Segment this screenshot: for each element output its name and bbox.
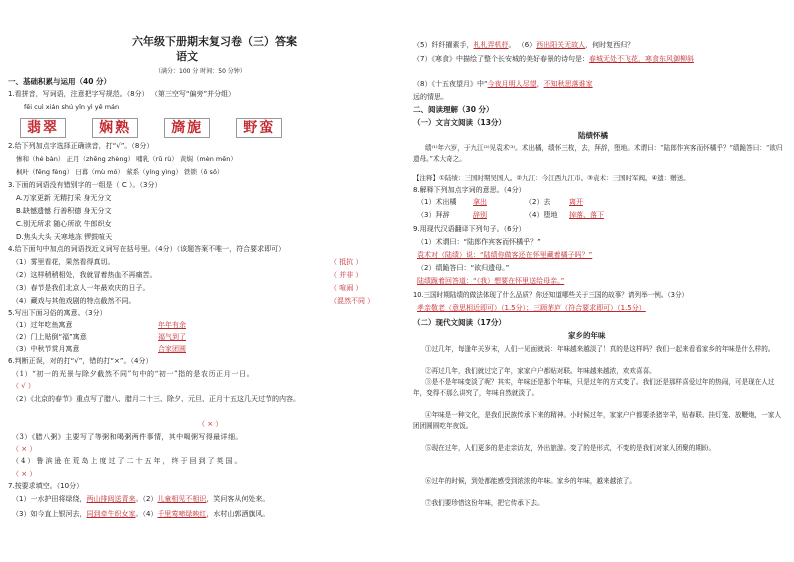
q6-statement: （1）“初一的光景与除夕截然不同”句中的“初一”指的是农历正月一日。 — [12, 370, 255, 378]
q7-mid: 。（2） — [135, 495, 158, 503]
q7-row — [12, 510, 269, 519]
essay-paragraph: ⑤现在过年，人们更多的是走亲访友，外出旅游。变了的是形式，不变的是我们对家人团聚的期盼。 — [425, 444, 716, 452]
q7-answer: 儿童相见不相识 — [157, 495, 207, 503]
q8-row-answer: 拿出 — [473, 198, 487, 206]
q7-mid: 。（4） — [135, 510, 158, 518]
q8-row-answer: 辞别 — [473, 211, 487, 219]
q5-row-answer: 年年有余 — [158, 321, 186, 329]
q5-row-answer: 合家团圆 — [158, 345, 186, 353]
passage-notes: 【注释】①陆绩：三国时期吴国人。②九江：今江西九江市。③袁术：三国时军阀。④遗：赠送。 — [413, 174, 690, 182]
q3-option: D.焦头大头 天寒地冻 锣鼓喧天 — [16, 233, 113, 241]
q6-mark: （ × ） — [198, 420, 223, 428]
q7-suffix: 远的情思。 — [413, 93, 448, 101]
q7-prefix: （5）纤纤擢素手， — [413, 41, 474, 49]
q7-answer: 札札弄机杼 — [473, 41, 509, 49]
q7-suffix: ，笑问客从何处来。 — [206, 495, 270, 503]
q4-row-text: （2）这样稍稍相处，我就冒着热血不再痛苦。 — [12, 271, 157, 279]
page-title: 六年级下册期末复习卷（三）答案 — [132, 35, 297, 48]
q4-row-text: （4）藏戏与其他戏剧的特点截然不同。 — [12, 297, 136, 305]
q7-answer: 千里莺啼绿映红 — [157, 510, 207, 518]
q3-option: B.缺憾遗憾 行善积德 身无分文 — [16, 207, 112, 215]
q5-row-answer: 福气到了 — [158, 333, 186, 341]
essay-paragraph: ③是不是年味变淡了呢？其实，年味还是那个年味，只是过年的方式变了。我们还是那样喜爱过年的热闹，可是现在人过年，变得不那么讲究了，年味自然就淡了。 — [413, 378, 775, 397]
q7-suffix: ，何时复西归？ — [585, 41, 635, 49]
q7-prefix: （8）《十五夜望月》中“ — [413, 80, 488, 88]
q7-answer: 同到牵牛织女家 — [86, 510, 136, 518]
q2-row: 枫叶（fēng fèng） 日暮（mù mó） 萦系（yíng yìng） 铁锁（ǒ sǒ） — [16, 168, 224, 176]
q7-row — [413, 55, 694, 64]
q7-row — [413, 80, 593, 89]
essay-paragraph: ⑦我们要珍惜这份年味，把它传承下去。 — [425, 499, 544, 507]
question-6: 6.判断正误，对的打“√”，错的打“×”。（4分） — [8, 357, 153, 365]
q4-row-answer: （ 并非 ） — [330, 271, 363, 279]
q7-answer: 今夜月明人尽望 — [487, 80, 537, 88]
q2-row: 惨和（hé bàn） 正月（zhēng zhèng） 哺乳（rǔ rù） 黄焖（mèn mēn） — [16, 155, 237, 163]
essay-paragraph: ⑥过年的时候，到处都能感受到浓浓的年味。家乡的年味，越来越浓了。 — [425, 477, 636, 485]
question-9: 9.用现代汉语翻译下列句子。（6分） — [413, 225, 526, 233]
page-meta: （满分：100 分 时间：50 分钟） — [155, 68, 246, 75]
q6-mark: （ √ ） — [12, 382, 35, 390]
question-10: 10.三国时期陆绩的做法体现了什么品质？你还知道哪些关于三国的故事？请列举一例。（3分） — [413, 291, 689, 299]
q8-row-text: （2）去 — [525, 198, 551, 206]
tile-answer: 娴熟 — [92, 118, 138, 138]
q8-row-text: （4）堕地 — [525, 211, 558, 219]
question-2: 2.给下列加点字选择正确读音，打“√”。（8分） — [8, 142, 154, 150]
q8-row-text: （3）拜辞 — [417, 211, 450, 219]
q3-option: A.万家更新 无精打采 身无分文 — [16, 194, 112, 202]
q7-answer: 两山排闼送青来 — [86, 495, 136, 503]
q7-mid: ， — [536, 80, 544, 88]
q7-row — [12, 495, 269, 504]
q4-row-answer: （ 喧闹 ） — [330, 284, 363, 292]
q7-row — [413, 41, 634, 50]
answer-tiles — [20, 117, 292, 138]
q7-mid: 。 （6） — [508, 41, 537, 49]
q6-mark: （ × ） — [12, 470, 37, 478]
question-1: 1.看拼音，写词语，注意把字写规范。（8分） （第三空写“偏旁”并分组） — [8, 90, 236, 98]
q5-row-text: （1）过年吃鱼寓意 — [12, 321, 73, 329]
q6-mark: （ × ） — [12, 445, 37, 453]
q8-row-answer: 掉落、落下 — [569, 211, 604, 219]
q4-row-text: （3）春节是我们北京人一年最欢庆的日子。 — [12, 284, 150, 292]
q7-prefix: （7）《寒食》中描绘了整个长安城的美好春景的诗句是： — [413, 55, 589, 63]
q3-option: C.别无所求 随心所欲 牛郎织女 — [16, 220, 112, 228]
q4-row-answer: （混然不同 ） — [330, 297, 375, 305]
section-heading: 二、阅读理解（30 分） — [413, 105, 494, 114]
passage-title: 家乡的年味 — [568, 331, 606, 340]
q6-statement: （4）鲁滨逊在荒岛上度过了二十五年，终于回到了英国。 — [12, 457, 244, 465]
essay-paragraph: ①过几年，每逢年关岁末，人们一见面就说：年味越来越淡了！真的是这样吗？我们一起来看看家乡的年味是什么样的。 — [425, 345, 775, 353]
passage-text: 绩⁽¹⁾年六岁，于九江⁽²⁾见袁术⁽³⁾。术出橘，绩怀三枚，去，拜辞，堕地。术谓曰：“陆郎作宾客而怀橘乎？”绩跪答曰：“欲归遗母。”术大奇之。 — [413, 144, 783, 163]
q8-row-answer: 离开 — [569, 198, 583, 206]
tile-answer: 翡翠 — [20, 118, 66, 138]
q10-answer: 孝亲敬老（意思相近即可）（1.5分）；三顾茅庐（符合要求即可）（1.5分） — [417, 304, 646, 312]
q9-item: （2）绩跪答曰：“欲归遗母。” — [417, 264, 510, 272]
q7-answer: 春城无处不飞花 — [588, 55, 638, 63]
tile-answer: 旖旎 — [164, 118, 210, 138]
q7-prefix: （3）如今直上银河去， — [12, 510, 87, 518]
q5-row-text: （3）中秋节赏月寓意 — [12, 345, 80, 353]
q7-answer: ，寒食东风御柳斜 — [637, 55, 694, 63]
question-5: 5.写出下面习俗的寓意。（3分） — [8, 309, 107, 317]
question-7: 7.按要求填空。（10分） — [8, 482, 84, 490]
subsection-heading: （一）文言文阅读（13分） — [413, 118, 506, 127]
q6-statement: （2）《北京的春节》重点写了腊八、腊月二十三、除夕、元旦、正月十五这几天过节的内容。 — [12, 395, 300, 403]
q9-answer: 陆绩跪着回答道：“（我）想要在怀里送给母亲。” — [417, 277, 565, 285]
q7-prefix: （1）一水护田将绿绕， — [12, 495, 87, 503]
q9-item: （1）术谓曰：“陆郎作宾客而怀橘乎？” — [417, 238, 541, 246]
passage-title: 陆绩怀橘 — [578, 131, 608, 140]
question-4: 4.给下面句中加点的词语找近义词写在括号里。（4分）（该题答案不唯一，符合要求即可） — [8, 245, 286, 253]
q7-suffix: ，水村山郭酒旗风。 — [206, 510, 270, 518]
pinyin-row: fěi cuì xián shú yǐn yì yě mán — [24, 103, 120, 111]
q4-row-text: （1）雾里看花，果然看得真切。 — [12, 258, 115, 266]
q6-statement: （3）《腊八粥》主要写了等粥和喝粥两件事情，其中喝粥写得最详细。 — [12, 433, 243, 441]
essay-paragraph: ④年味是一种文化，是我们民族传承下来的精神。小时候过年，家家户户都要杀猪宰羊，贴春联、挂灯笼、放鞭炮，一家人团团圆圆吃年夜饭。 — [413, 411, 782, 430]
question-3: 3.下面的词语没有错别字的一组是（ C ）。（3分） — [8, 181, 162, 189]
subsection-heading: （二）现代文阅读（17分） — [413, 318, 506, 327]
essay-paragraph: ②再过几年，我们就过完了年，家家户户都贴对联。年味越来越浓，欢欢喜喜。 — [425, 367, 656, 375]
q7-answer: 西出阳关无故人 — [536, 41, 586, 49]
section-heading: 一、基础积累与运用（40 分） — [8, 77, 112, 86]
q5-row-text: （2）门上贴倒“福”寓意 — [12, 333, 87, 341]
page-subtitle: 语文 — [176, 50, 198, 63]
tile-answer: 野蛮 — [236, 118, 282, 138]
q8-row-text: （1）术出橘 — [417, 198, 457, 206]
question-8: 8.解释下列加点字词的意思。（4分） — [413, 186, 526, 194]
q4-row-answer: （ 抵抗 ） — [330, 258, 363, 266]
q7-answer: 不知秋思落谁家 — [543, 80, 593, 88]
q9-answer: 袁术对（陆绩）说：“陆绩你做客还在怀里藏着橘子吗？” — [417, 251, 593, 259]
